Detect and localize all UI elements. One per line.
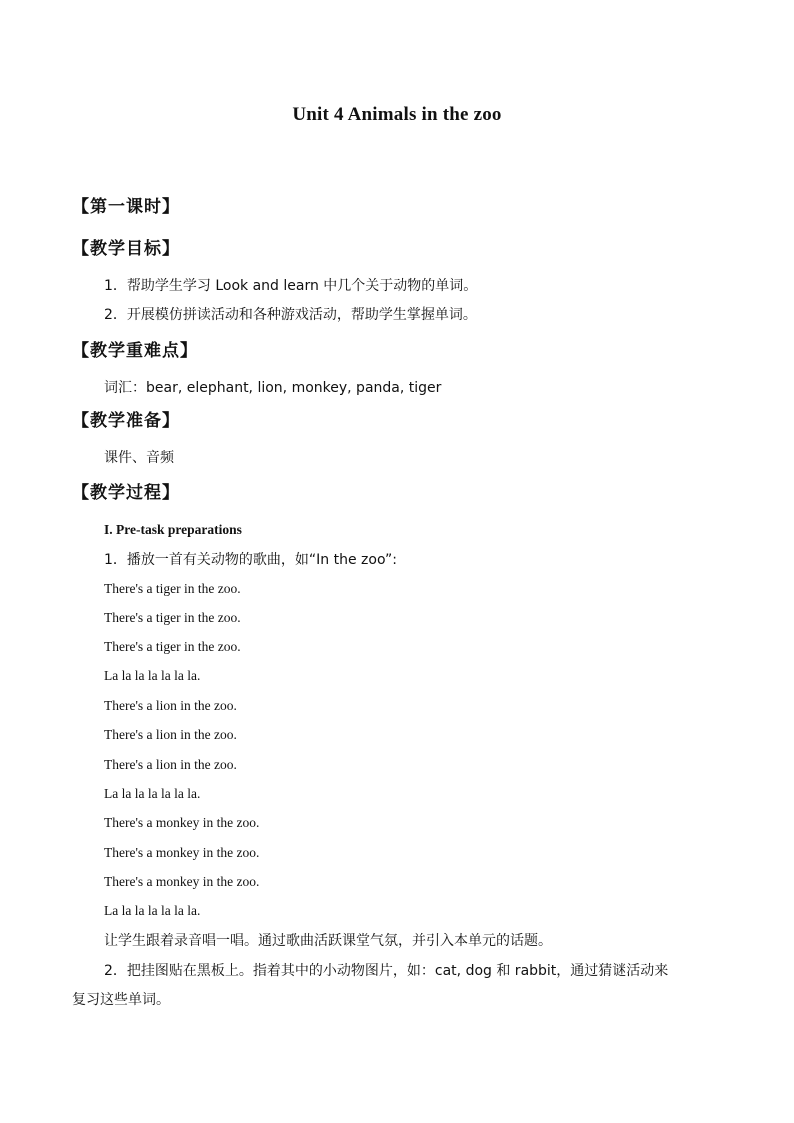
song-line: La la la la la la la. bbox=[104, 786, 201, 801]
song-line: La la la la la la la. bbox=[104, 668, 201, 683]
song-line: There's a monkey in the zoo. bbox=[104, 845, 260, 860]
key-points-text: 词汇：bear, elephant, lion, monkey, panda, tiger bbox=[104, 380, 442, 396]
section-process-heading: 【教学过程】 bbox=[72, 483, 180, 503]
song-line: There's a tiger in the zoo. bbox=[104, 581, 241, 596]
song-line: There's a tiger in the zoo. bbox=[104, 610, 241, 625]
document-title: Unit 4 Animals in the zoo bbox=[292, 104, 502, 125]
pre-task-heading: I. Pre-task preparations bbox=[104, 522, 242, 537]
step-1: 1．播放一首有关动物的歌曲，如“In the zoo”: bbox=[104, 552, 397, 568]
song-line: There's a lion in the zoo. bbox=[104, 757, 237, 772]
goal-item: 2．开展模仿拼读活动和各种游戏活动，帮助学生掌握单词。 bbox=[104, 307, 477, 323]
step-2: 2．把挂图贴在黑板上。指着其中的小动物图片，如：cat, dog 和 rabbit，通过猜谜活动来 bbox=[104, 963, 669, 979]
song-line: There's a monkey in the zoo. bbox=[104, 874, 260, 889]
step-1-note: 让学生跟着录音唱一唱。通过歌曲活跃课堂气氛，并引入本单元的话题。 bbox=[104, 933, 552, 949]
section-prep-heading: 【教学准备】 bbox=[72, 411, 180, 431]
song-line: La la la la la la la. bbox=[104, 903, 201, 918]
goal-item: 1．帮助学生学习 Look and learn 中几个关于动物的单词。 bbox=[104, 278, 478, 294]
song-line: There's a tiger in the zoo. bbox=[104, 639, 241, 654]
step-2-continued: 复习这些单词。 bbox=[72, 992, 170, 1008]
song-line: There's a monkey in the zoo. bbox=[104, 815, 260, 830]
prep-text: 课件、音频 bbox=[104, 450, 174, 466]
section-lesson-heading: 【第一课时】 bbox=[72, 197, 180, 217]
song-line: There's a lion in the zoo. bbox=[104, 727, 237, 742]
song-line: There's a lion in the zoo. bbox=[104, 698, 237, 713]
section-goals-heading: 【教学目标】 bbox=[72, 239, 180, 259]
section-key-points-heading: 【教学重难点】 bbox=[72, 341, 198, 361]
